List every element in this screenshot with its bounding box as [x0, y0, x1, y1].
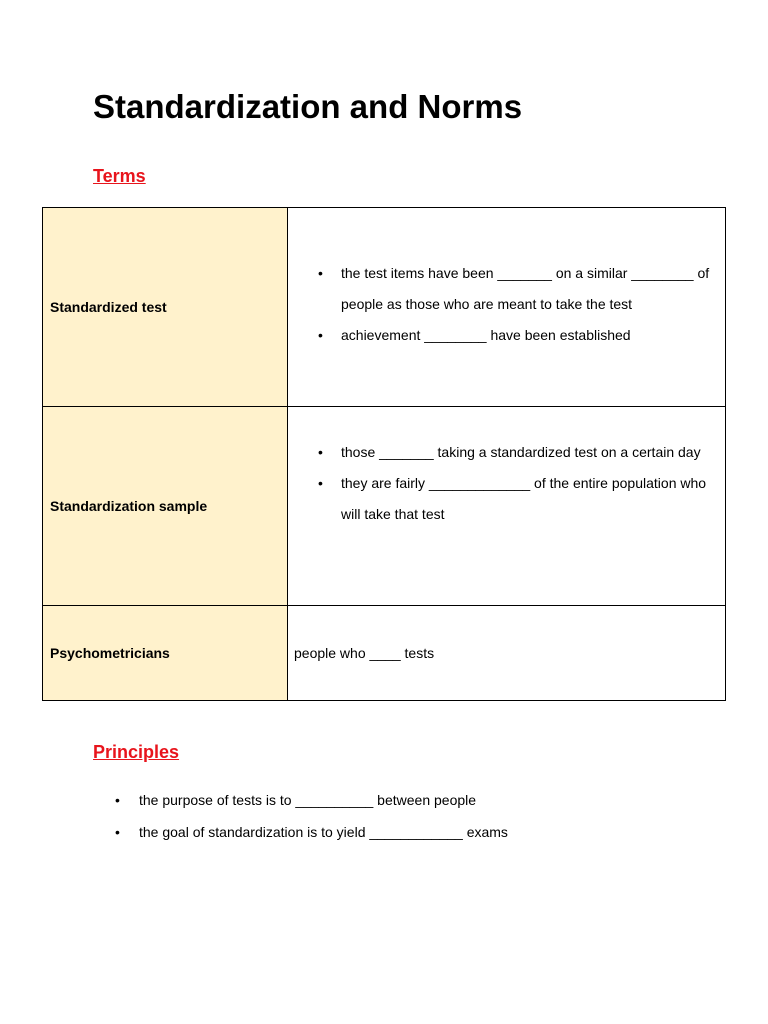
bullet-icon: •	[318, 326, 323, 343]
list-item	[294, 258, 713, 320]
definition-list	[294, 437, 713, 530]
bullet-icon: •	[318, 264, 323, 281]
principles-list	[93, 784, 713, 848]
list-item	[93, 816, 713, 848]
terms-table	[42, 207, 726, 701]
list-item	[93, 784, 713, 816]
list-item	[294, 468, 713, 530]
term-label: Standardization sample	[50, 498, 208, 514]
term-cell	[43, 606, 288, 701]
definition-cell	[288, 208, 726, 407]
term-cell	[43, 208, 288, 407]
bullet-icon: •	[115, 824, 120, 840]
table-row	[43, 208, 726, 407]
definition-cell	[288, 407, 726, 606]
principles-heading: Principles	[93, 742, 180, 762]
list-item	[294, 437, 713, 468]
definition-cell	[288, 606, 726, 701]
bullet-icon: •	[318, 474, 323, 491]
list-item-text: those _______ taking a standardized test on a certain day	[341, 443, 701, 460]
term-label: Psychometricians	[50, 645, 170, 661]
list-item-text: they are fairly _____________ of the entire population who will take that test	[341, 474, 707, 522]
list-item-text: the goal of standardization is to yield ____________ exams	[139, 824, 508, 840]
terms-heading: Terms	[93, 166, 146, 186]
list-item-text: the test items have been _______ on a similar ________ of people as those who are meant to take the test	[341, 264, 710, 312]
definition-list	[294, 258, 713, 351]
list-item-text: the purpose of tests is to __________ between people	[139, 792, 477, 808]
page-title: Standardization and Norms	[93, 88, 523, 125]
list-item-text: achievement ________ have been established	[341, 326, 631, 343]
table-row	[43, 407, 726, 606]
term-cell	[43, 407, 288, 606]
bullet-icon: •	[318, 443, 323, 460]
bullet-icon: •	[115, 792, 120, 808]
term-label: Standardized test	[50, 299, 167, 315]
definition-text: people who ____ tests	[294, 644, 435, 661]
list-item	[294, 320, 713, 351]
table-row	[43, 606, 726, 701]
